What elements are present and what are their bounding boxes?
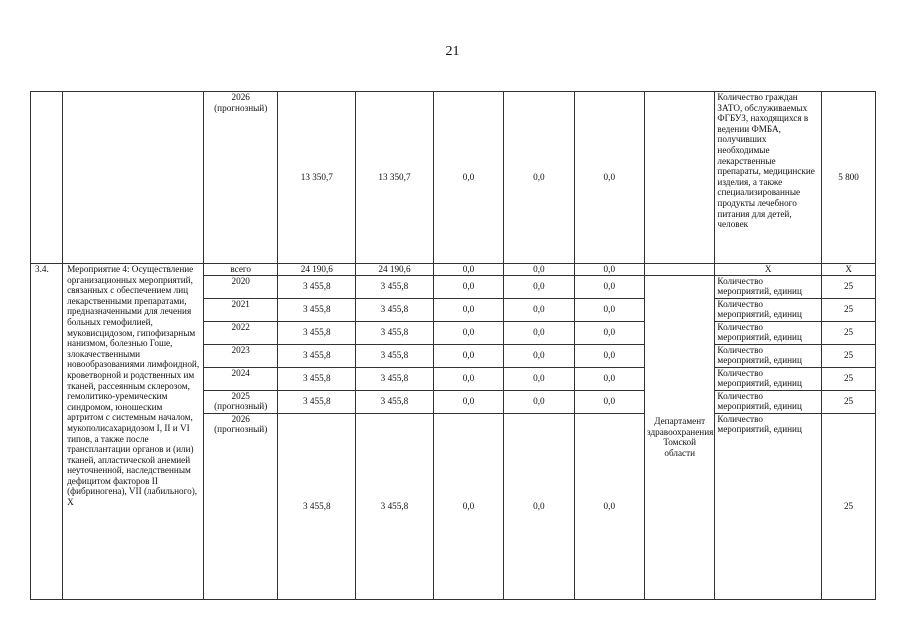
value-cell: 0,0 bbox=[504, 413, 574, 599]
year-cell: 2020 bbox=[203, 275, 278, 298]
value-cell: 0,0 bbox=[433, 321, 503, 344]
value-cell: 3 455,8 bbox=[356, 275, 434, 298]
indicator-cell: Количество мероприятий, единиц bbox=[715, 275, 822, 298]
indicator-cell: Количество мероприятий, единиц bbox=[715, 344, 822, 367]
value-cell: 3 455,8 bbox=[278, 298, 356, 321]
value-cell: 3 455,8 bbox=[278, 413, 356, 599]
indicator-cell: Количество мероприятий, единиц bbox=[715, 321, 822, 344]
value-cell: 0,0 bbox=[433, 390, 503, 413]
measure-executor-empty bbox=[645, 264, 715, 276]
value-cell: 3 455,8 bbox=[356, 344, 434, 367]
value-cell: 24 190,6 bbox=[356, 264, 434, 276]
target-cell: 25 bbox=[822, 413, 876, 599]
year-cell: 2025 (прогнозный) bbox=[203, 390, 278, 413]
value-cell: 0,0 bbox=[504, 321, 574, 344]
value-cell: 0,0 bbox=[504, 298, 574, 321]
value-cell: 3 455,8 bbox=[278, 367, 356, 390]
value-cell: 0,0 bbox=[574, 413, 644, 599]
value-cell: 0,0 bbox=[504, 390, 574, 413]
indicator-cell: Количество мероприятий, единиц bbox=[715, 367, 822, 390]
value-cell: 3 455,8 bbox=[356, 390, 434, 413]
indicator-cell: Количество мероприятий, единиц bbox=[715, 298, 822, 321]
value-cell: 13 350,7 bbox=[278, 92, 356, 264]
executor-cell-empty bbox=[645, 92, 715, 264]
indicator-cell: Количество мероприятий, единиц bbox=[715, 413, 822, 599]
value-cell: 3 455,8 bbox=[278, 321, 356, 344]
value-cell: 0,0 bbox=[574, 321, 644, 344]
value-cell: 0,0 bbox=[433, 275, 503, 298]
year-cell: всего bbox=[203, 264, 278, 276]
year-cell: 2022 bbox=[203, 321, 278, 344]
measure-title: Мероприятие 4: Осуществление организационных мероприятий, связанных с обеспечением лиц лекарственными препаратами, предназначенными для лечения больных гемофилией, муковисцидозом, гипофизарным нанизмом, болезнью Гоше, злокачественными новообразованиями лимфоидной, кроветворной и родственных им тканей, рассеянным склерозом, гемолитико-уремическим синдромом, юношеским артритом с системным началом, мукополисахаридозом I, II и VI типов, а также после трансплантации органов и (или) тканей, апластической анемией неуточненной, наследственным дефицитом факторов II (фибриногена), VII (лабильного), X bbox=[63, 264, 204, 600]
value-cell: 3 455,8 bbox=[278, 275, 356, 298]
target-cell: 5 800 bbox=[822, 92, 876, 264]
value-cell: 0,0 bbox=[574, 92, 644, 264]
year-cell: 2024 bbox=[203, 367, 278, 390]
value-cell: 0,0 bbox=[504, 92, 574, 264]
value-cell: 24 190,6 bbox=[278, 264, 356, 276]
value-cell: 0,0 bbox=[574, 390, 644, 413]
value-cell: 0,0 bbox=[574, 264, 644, 276]
table-row bbox=[31, 264, 876, 276]
value-cell: 3 455,8 bbox=[356, 413, 434, 599]
value-cell: 0,0 bbox=[504, 275, 574, 298]
page-number: 21 bbox=[445, 44, 460, 59]
indicator-cell: Количество мероприятий, единиц bbox=[715, 390, 822, 413]
target-cell: 25 bbox=[822, 367, 876, 390]
value-cell: 0,0 bbox=[504, 344, 574, 367]
value-cell: 3 455,8 bbox=[356, 298, 434, 321]
target-cell: X bbox=[822, 264, 876, 276]
title-cell-empty bbox=[63, 92, 204, 264]
table-row bbox=[31, 92, 876, 264]
value-cell: 13 350,7 bbox=[356, 92, 434, 264]
measure-executor: Департамент здравоохранения Томской области bbox=[645, 275, 715, 599]
year-cell: 2026 (прогнозный) bbox=[203, 413, 278, 599]
measure-number: 3.4. bbox=[31, 264, 63, 600]
value-cell: 0,0 bbox=[574, 275, 644, 298]
target-cell: 25 bbox=[822, 298, 876, 321]
value-cell: 0,0 bbox=[574, 298, 644, 321]
value-cell: 3 455,8 bbox=[356, 321, 434, 344]
value-cell: 0,0 bbox=[433, 344, 503, 367]
value-cell: 0,0 bbox=[574, 367, 644, 390]
target-cell: 25 bbox=[822, 321, 876, 344]
target-cell: 25 bbox=[822, 344, 876, 367]
year-cell: 2021 bbox=[203, 298, 278, 321]
number-cell-empty bbox=[31, 92, 63, 264]
table-body bbox=[31, 92, 876, 600]
indicator-cell: Количество граждан ЗАТО, обслуживаемых ФГБУЗ, находящихся в ведении ФМБА, получивших необходимые лекарственные препараты, медицинские изделия, а также специализированные продукты лечебного питания для детей, человек bbox=[715, 92, 822, 264]
program-table bbox=[30, 91, 876, 600]
value-cell: 0,0 bbox=[433, 367, 503, 390]
year-cell: 2026 (прогнозный) bbox=[203, 92, 278, 264]
value-cell: 0,0 bbox=[504, 264, 574, 276]
value-cell: 3 455,8 bbox=[278, 344, 356, 367]
value-cell: 0,0 bbox=[433, 92, 503, 264]
indicator-cell: X bbox=[715, 264, 822, 276]
value-cell: 0,0 bbox=[574, 344, 644, 367]
value-cell: 3 455,8 bbox=[356, 367, 434, 390]
value-cell: 0,0 bbox=[433, 264, 503, 276]
value-cell: 3 455,8 bbox=[278, 390, 356, 413]
value-cell: 0,0 bbox=[433, 413, 503, 599]
target-cell: 25 bbox=[822, 390, 876, 413]
value-cell: 0,0 bbox=[504, 367, 574, 390]
target-cell: 25 bbox=[822, 275, 876, 298]
year-cell: 2023 bbox=[203, 344, 278, 367]
value-cell: 0,0 bbox=[433, 298, 503, 321]
